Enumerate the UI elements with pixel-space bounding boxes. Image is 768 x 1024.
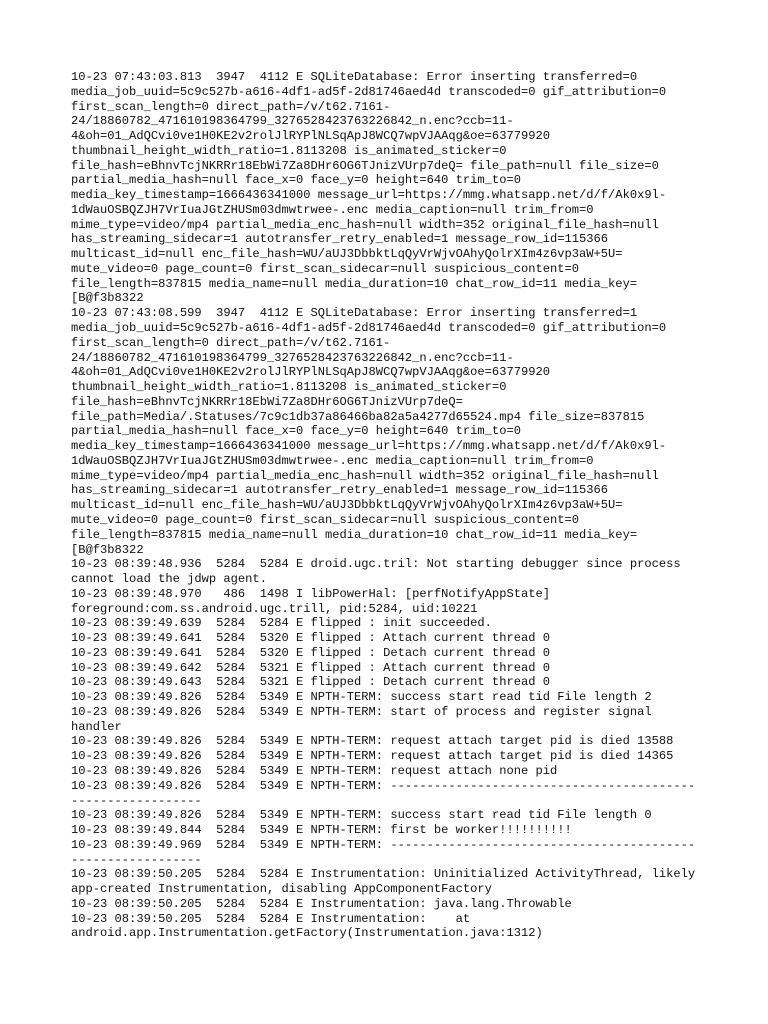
log-line: 10-23 08:39:49.826 5284 5349 E NPTH-TERM: request attach target pid is died 14365 [71,749,674,764]
log-line: 10-23 08:39:49.969 5284 5349 E NPTH-TERM: ------------------------------------------------------------ [71,837,696,867]
log-line: 10-23 08:39:49.826 5284 5349 E NPTH-TERM: success start read tid File length 2 [71,690,652,705]
log-line: 10-23 08:39:49.641 5284 5320 E flipped : Attach current thread 0 [71,631,550,646]
log-line: 10-23 08:39:49.826 5284 5349 E NPTH-TERM: start of process and register signal handler [71,704,659,734]
log-line: 10-23 08:39:49.643 5284 5321 E flipped : Detach current thread 0 [71,675,550,690]
log-line: 10-23 08:39:49.641 5284 5320 E flipped : Detach current thread 0 [71,645,550,660]
log-line: 10-23 08:39:49.826 5284 5349 E NPTH-TERM: ------------------------------------------------------------ [71,778,696,808]
log-line: 10-23 07:43:08.599 3947 4112 E SQLiteDatabase: Error inserting transferred=1 media_job_uuid=5c9c527b-a616-4df1-ad5f-2d81746aed4d transcoded=0 gif_attribution=0 first_scan_length=0 direct_path=/v/t62.7161-24/18860782_471610198364799_3276528423763226842_n.enc?ccb=11-4&oh=01_AdQCvi0ve1H0KE2v2rolJlRYPlNLSqApJ8WCQ7wpVJAAqg&oe=63779920 thumbnail_height_width_ratio=1.8113208 is_animated_sticker=0 file_hash=eBhnvTcjNKRRr18EbWi7Za8DHr6OG6TJnizVUrp7deQ= file_path=Media/.Statuses/7c9c1db37a86466ba82a5a4277d65524.mp4 file_size=837815 partial_media_hash=null face_x=0 face_y=0 height=640 trim_to=0 media_key_timestamp=1666436341000 message_url=https://mmg.whatsapp.net/d/f/Ak0x9l-1dWauOSBQZJH7VrIuaJGtZHUSm03dmwtrwee-.enc media_caption=null trim_from=0 mime_type=video/mp4 partial_media_enc_hash=null width=352 original_file_hash=null has_streaming_sidecar=1 autotransfer_retry_enabled=1 message_row_id=115366 multicast_id=null enc_file_hash=WU/aUJ3DbbktLqQyVrWjvOAhyQolrXIm4z6vp3aW+5U= mute_video=0 page_count=0 first_scan_sidecar=null suspicious_content=0 file_length=837815 media_name=null media_duration=10 chat_row_id=11 media_key=[B@f3b8322 [71,306,674,557]
log-line: 10-23 08:39:48.936 5284 5284 E droid.ugc.tril: Not starting debugger since process cannot load the jdwp agent. [71,557,688,587]
log-line: 10-23 08:39:50.205 5284 5284 E Instrumentation: java.lang.Throwable [71,896,572,911]
log-line: 10-23 07:43:03.813 3947 4112 E SQLiteDatabase: Error inserting transferred=0 media_job_uuid=5c9c527b-a616-4df1-ad5f-2d81746aed4d transcoded=0 gif_attribution=0 first_scan_length=0 direct_path=/v/t62.7161-24/18860782_471610198364799_3276528423763226842_n.enc?ccb=11-4&oh=01_AdQCvi0ve1H0KE2v2rolJlRYPlNLSqApJ8WCQ7wpVJAAqg&oe=63779920 thumbnail_height_width_ratio=1.8113208 is_animated_sticker=0 file_hash=eBhnvTcjNKRRr18EbWi7Za8DHr6OG6TJnizVUrp7deQ= file_path=null file_size=0 partial_media_hash=null face_x=0 face_y=0 height=640 trim_to=0 media_key_timestamp=1666436341000 message_url=https://mmg.whatsapp.net/d/f/Ak0x9l-1dWauOSBQZJH7VrIuaJGtZHUSm03dmwtrwee-.enc media_caption=null trim_from=0 mime_type=video/mp4 partial_media_enc_hash=null width=352 original_file_hash=null has_streaming_sidecar=1 autotransfer_retry_enabled=1 message_row_id=115366 multicast_id=null enc_file_hash=WU/aUJ3DbbktLqQyVrWjvOAhyQolrXIm4z6vp3aW+5U= mute_video=0 page_count=0 first_scan_sidecar=null suspicious_content=0 file_length=837815 media_name=null media_duration=10 chat_row_id=11 media_key=[B@f3b8322 [71,70,674,306]
log-line: 10-23 08:39:50.205 5284 5284 E Instrumentation: at android.app.Instrumentation.getFactory(Instrumentation.java:1312) [71,911,543,941]
log-line: 10-23 08:39:50.205 5284 5284 E Instrumentation: Uninitialized ActivityThread, likely app-created Instrumentation, disabling AppComponentFactory [71,867,703,897]
log-line: 10-23 08:39:49.826 5284 5349 E NPTH-TERM: request attach none pid [71,763,558,778]
log-line: 10-23 08:39:49.642 5284 5321 E flipped : Attach current thread 0 [71,660,550,675]
log-line: 10-23 08:39:49.826 5284 5349 E NPTH-TERM: request attach target pid is died 13588 [71,734,674,749]
log-line: 10-23 08:39:48.970 486 1498 I libPowerHal: [perfNotifyAppState] foreground:com.ss.android.ugc.trill, pid:5284, uid:10221 [71,586,558,616]
log-line: 10-23 08:39:49.639 5284 5284 E flipped : init succeeded. [71,616,492,631]
log-line: 10-23 08:39:49.826 5284 5349 E NPTH-TERM: success start read tid File length 0 [71,808,652,823]
log-line: 10-23 08:39:49.844 5284 5349 E NPTH-TERM: first be worker!!!!!!!!!! [71,823,572,838]
log-text [71,70,701,941]
